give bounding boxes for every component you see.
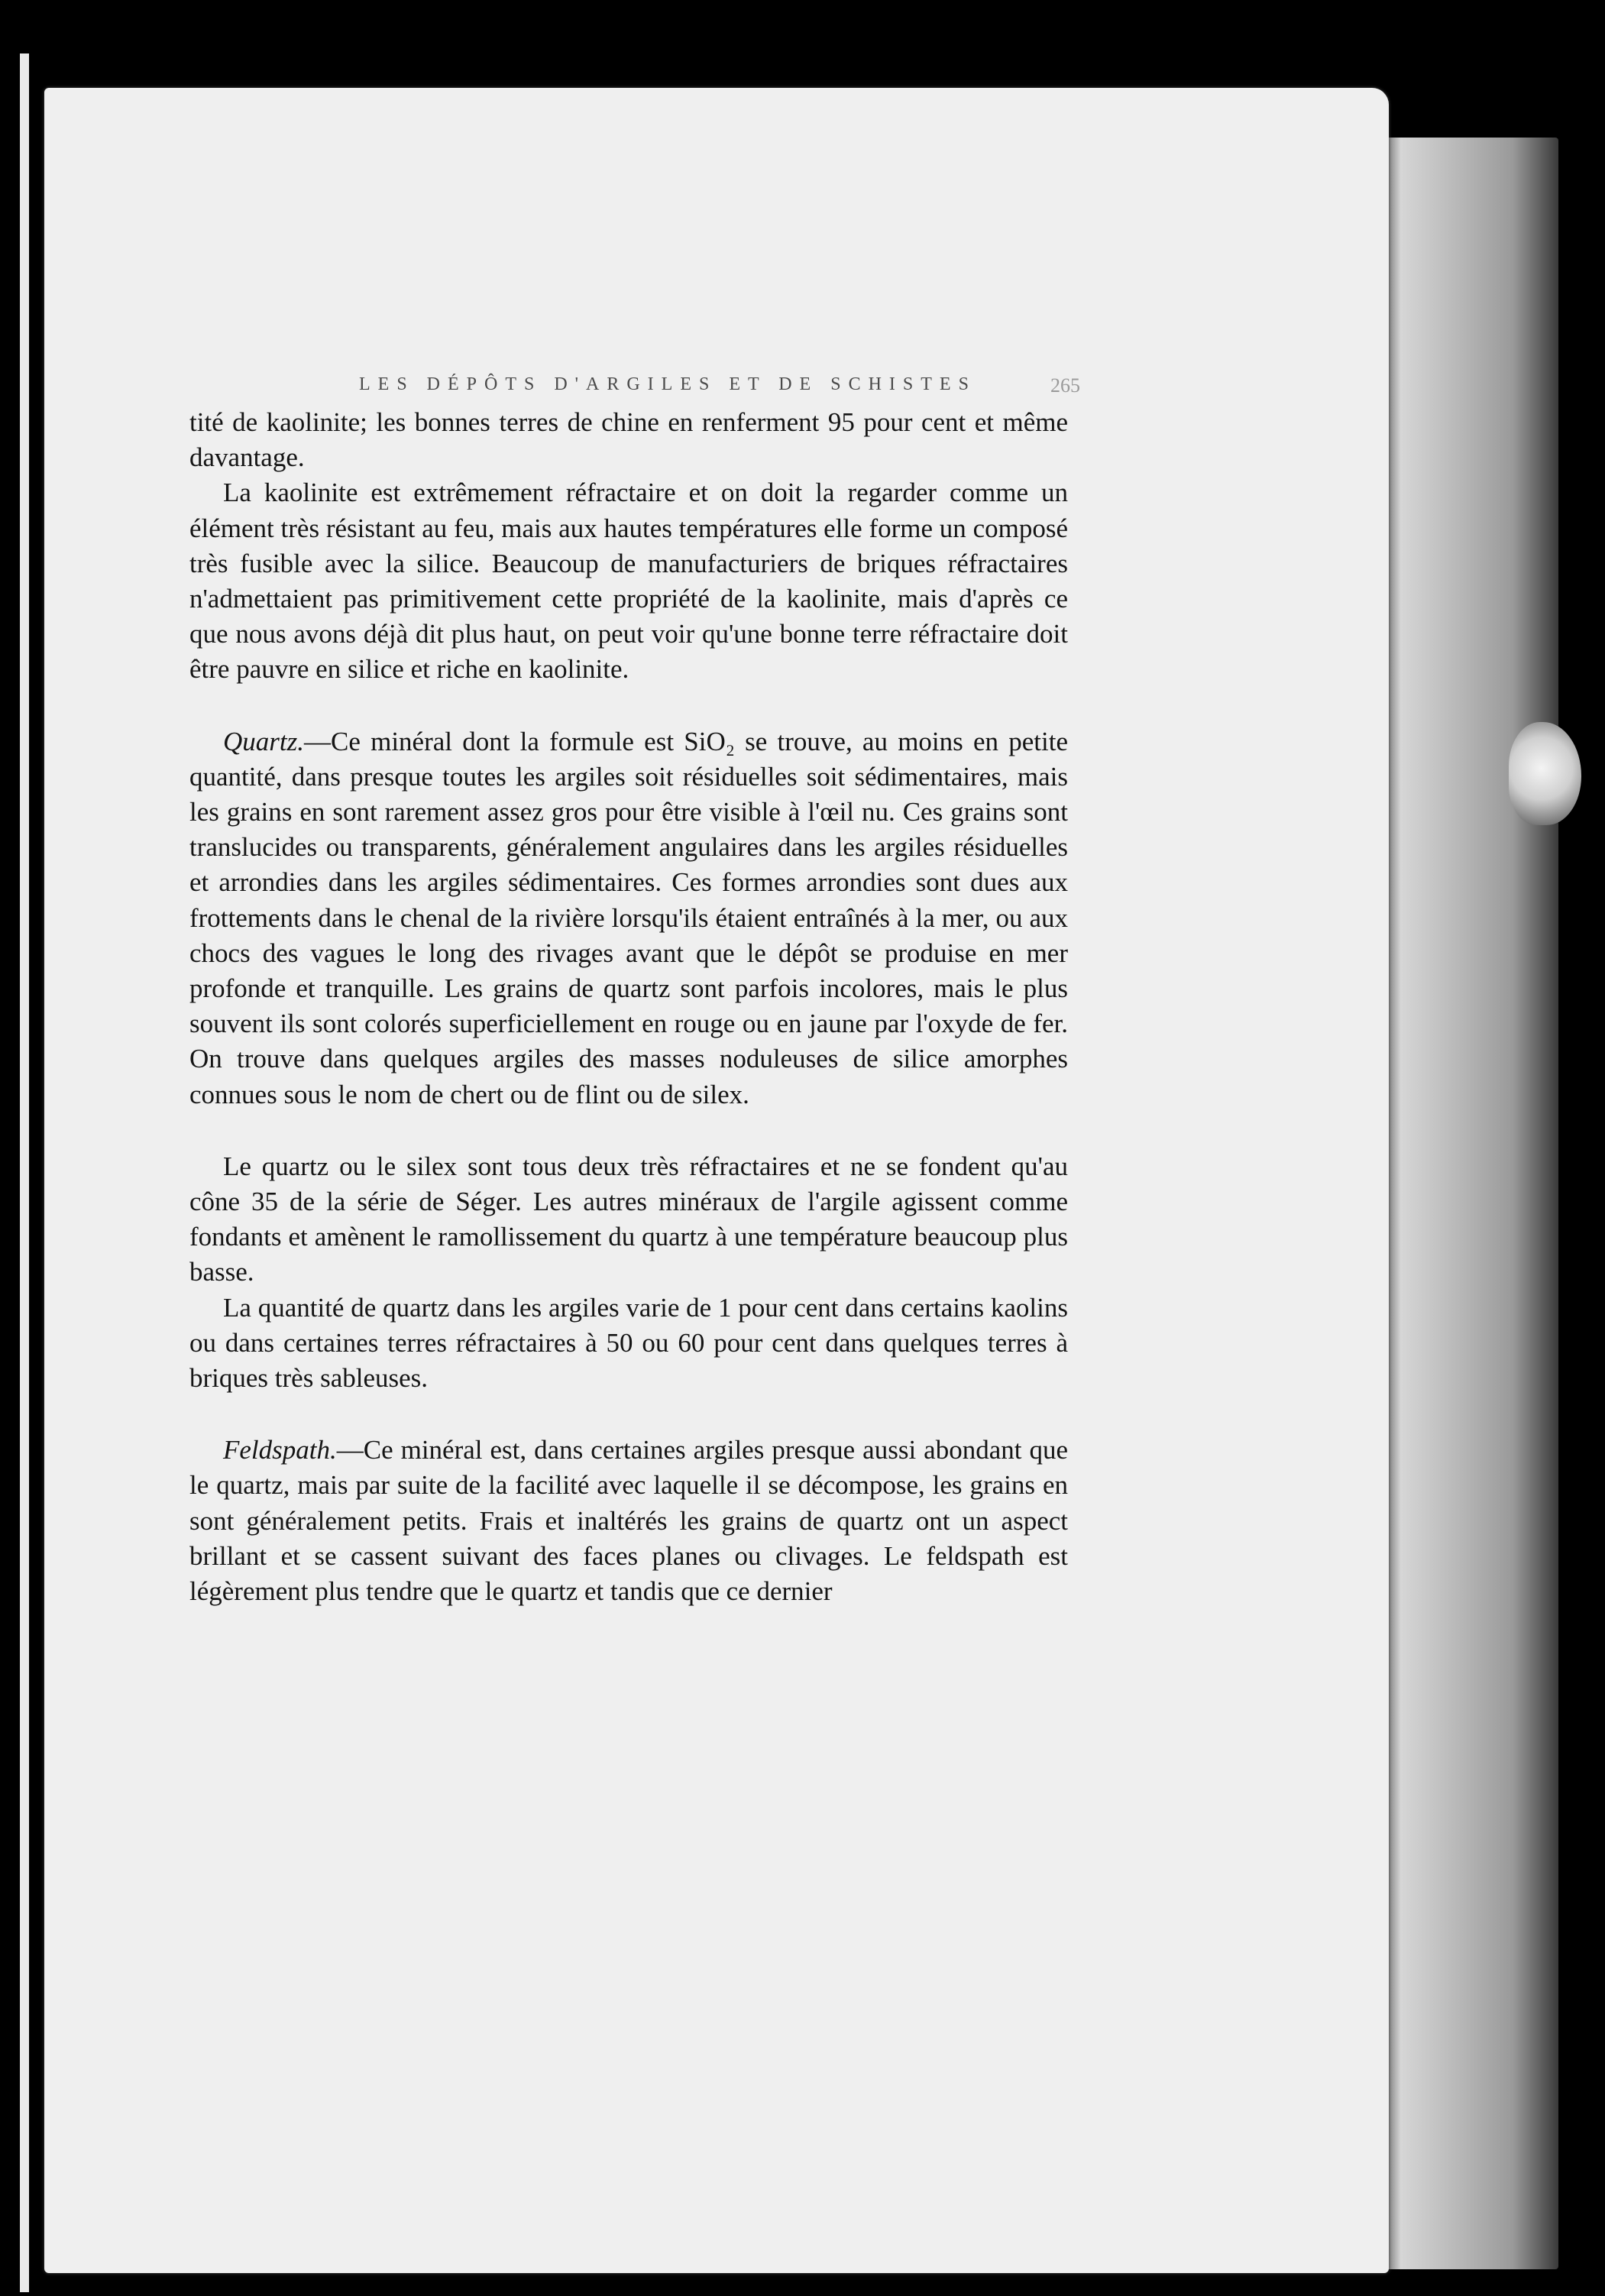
paragraph-quartz-quantity: La quantité de quartz dans les argiles varie de 1 pour cent dans certains kaolins ou dans certaines terres réfractaires à 50 ou 60 pour cent dans quelques terres à briques très sableuses. [189, 1292, 1068, 1394]
page-number: 265 [1050, 374, 1080, 397]
facing-page-edge [20, 53, 29, 2292]
term-quartz: Quartz. [223, 726, 304, 756]
paragraph-kaolinite: La kaolinite est extrêmement réfractaire et on doit la regarder comme un élément très résistant au feu, mais aux hautes températures elle forme un composé très fusible avec la silice. Beaucoup de manufacturiers de briques réfractaires n'admettaient pas primitivement cette propriété de la kaolinite, mais d'après ce que nous avons déjà dit plus haut, on peut voir qu'une bonne terre réfractaire doit être pauvre en silice et riche en kaolinite. [189, 478, 1068, 685]
book-edge-shadow [1375, 138, 1558, 2269]
paragraph-feldspath [189, 1433, 1068, 1609]
body-text [189, 405, 1068, 1609]
paragraph-quartz [189, 724, 1068, 1112]
running-title: LES DÉPÔTS D'ARGILES ET DE SCHISTES [359, 374, 976, 394]
term-feldspath: Feldspath. [223, 1435, 337, 1465]
paragraph-feldspath-text: —Ce minéral est, dans certaines argiles presque aussi abondant que le quartz, mais par suite de la facilité avec laquelle il se décompose, les grains en sont généralement petits. Frais et inaltérés les grains de quartz ont un aspect brillant et se cassent suivant des faces planes ou clivages. Le feldspath est légèrement plus tendre que le quartz et tandis que ce dernier [189, 1435, 1068, 1607]
paragraph-quartz-text: —Ce minéral dont la formule est SiO₂ se trouve, au moins en petite quantité, dans presque toutes les argiles soit résiduelles soit sédimentaires, mais les grains en sont rarement assez gros pour être visible à l'œil nu. Ces grains sont translucides ou transparents, généralement angulaires dans les argiles résiduelles et arrondies dans les argiles sédimentaires. Ces formes arrondies sont dues aux frottements dans le chenal de la rivière lorsqu'ils étaient entraînés à la mer, ou aux chocs des vagues le long des rivages avant que le dépôt se produise en mer profonde et tranquille. Les grains de quartz sont parfois incolores, mais le plus souvent ils sont colorés superficiellement en rouge ou en jaune par l'oxyde de fer. On trouve dans quelques argiles des masses noduleuses de silice amorphes connues sous le nom de chert ou de flint ou de silex. [189, 726, 1068, 1109]
paragraph-refractory: Le quartz ou le silex sont tous deux très réfractaires et ne se fondent qu'au cône 35 de la série de Séger. Les autres minéraux de l'argile agissent comme fondants et amènent le ramollissement du quartz à une température beaucoup plus basse. [189, 1151, 1068, 1287]
paragraph-continued: tité de kaolinite; les bonnes terres de chine en renferment 95 pour cent et même davantage. [189, 407, 1068, 473]
paper-stain [1509, 722, 1581, 825]
